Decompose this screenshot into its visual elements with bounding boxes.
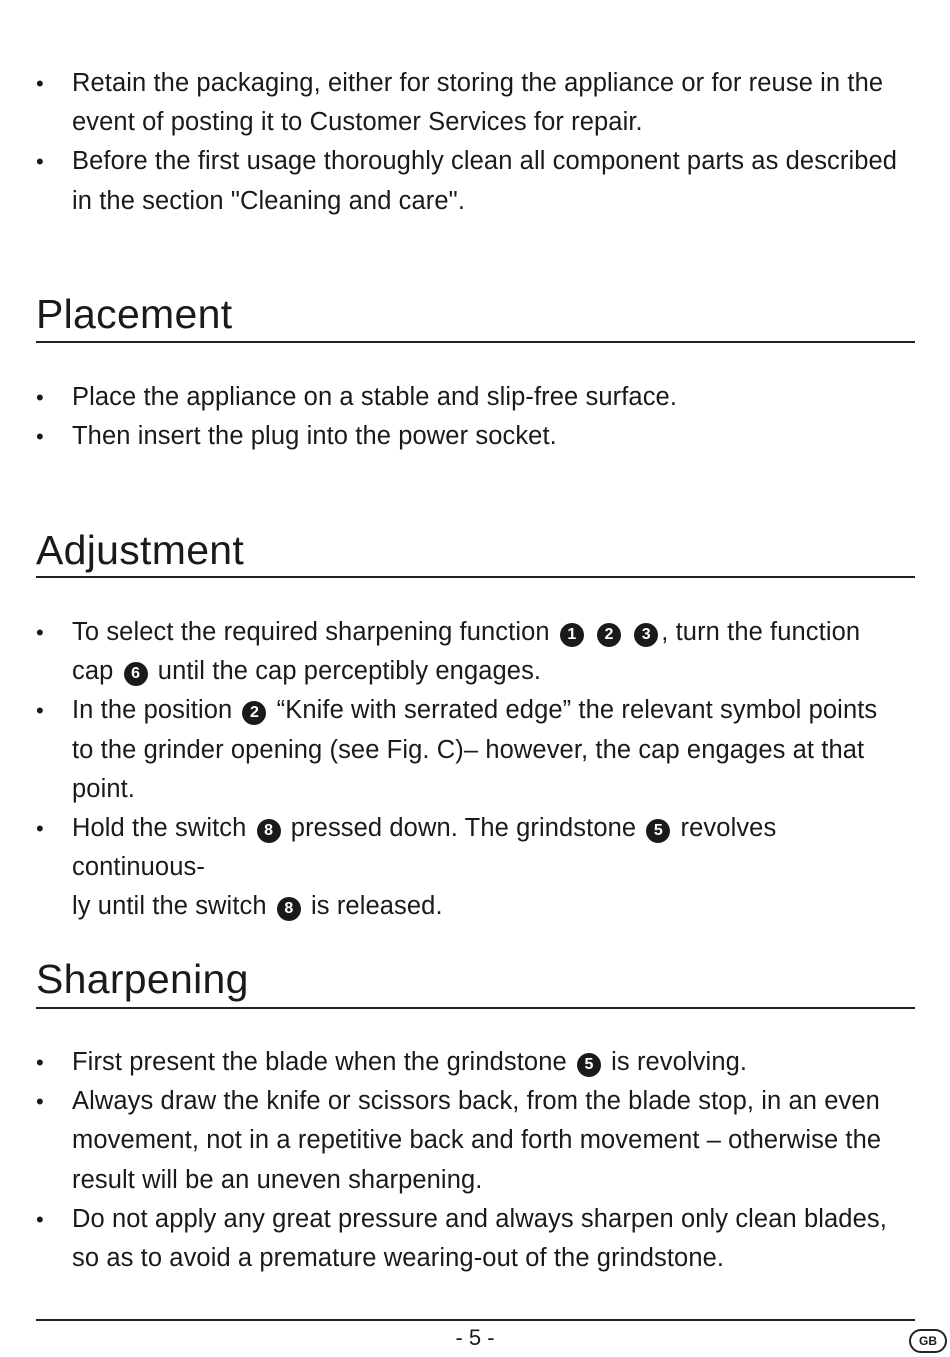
number-badge-icon: 3 — [634, 623, 658, 647]
adjustment-list — [36, 613, 906, 927]
section-title-sharpening: Sharpening — [36, 956, 249, 1002]
section-title-placement: Placement — [36, 291, 233, 337]
bullet-icon: • — [36, 71, 44, 96]
list-item-text: Retain the packaging, either for storing the appliance or for reuse in the event of posting it to Customer Services for repair. — [72, 69, 884, 137]
bullet-icon: • — [36, 1206, 44, 1232]
bullet-icon: • — [36, 698, 44, 724]
list-item — [36, 142, 906, 220]
list-item — [36, 809, 906, 927]
footer-divider — [36, 1319, 915, 1321]
list-item — [36, 64, 906, 142]
number-badge-icon: 5 — [646, 819, 670, 843]
number-badge-icon: 1 — [560, 623, 584, 647]
page-number: - 5 - — [455, 1325, 495, 1350]
list-item-text: Then insert the plug into the power socket. — [72, 422, 557, 451]
list-item-text: In the position 2 “Knife with serrated edge” the relevant symbol points to the grinder opening (see Fig. C)– however, the cap engages at that point. — [72, 696, 878, 803]
bullet-icon: • — [36, 424, 44, 450]
placement-list — [36, 378, 906, 456]
list-item — [36, 1043, 906, 1082]
list-item — [36, 378, 906, 417]
number-badge-icon: 2 — [242, 701, 266, 725]
section-divider — [36, 341, 915, 343]
bullet-icon: • — [36, 620, 44, 645]
section-title-adjustment: Adjustment — [36, 527, 245, 573]
list-item-text: Do not apply any great pressure and always sharpen only clean blades, so as to avoid a premature wearing-out of the grindstone. — [72, 1204, 887, 1273]
number-badge-icon: 5 — [577, 1053, 601, 1077]
list-item-text: Always draw the knife or scissors back, from the blade stop, in an even movement, not in a repetitive back and forth movement – otherwise the result will be an uneven sharpening. — [72, 1087, 882, 1194]
intro-list — [36, 64, 906, 221]
bullet-icon: • — [36, 1050, 44, 1075]
list-item — [36, 417, 906, 456]
list-item — [36, 1200, 906, 1278]
bullet-icon: • — [36, 1089, 44, 1115]
number-badge-icon: 6 — [124, 662, 148, 686]
section-divider — [36, 1007, 915, 1009]
list-item-text: Hold the switch 8 pressed down. The grindstone 5 revolves continuous- ly until the switch 8 is released. — [72, 814, 777, 921]
list-item — [36, 1082, 906, 1200]
language-badge: GB — [909, 1329, 947, 1353]
section-divider — [36, 576, 915, 578]
bullet-icon: • — [36, 816, 44, 842]
list-item-text: Place the appliance on a stable and slip-free surface. — [72, 383, 678, 411]
list-item-text: Before the first usage thoroughly clean all component parts as described in the section "Cleaning and care". — [72, 147, 898, 215]
bullet-icon: • — [36, 149, 44, 175]
sharpening-list — [36, 1043, 906, 1278]
number-badge-icon: 2 — [597, 623, 621, 647]
number-badge-icon: 8 — [277, 897, 301, 921]
number-badge-icon: 8 — [257, 819, 281, 843]
list-item-text: To select the required sharpening function 1 2 3 , turn the function cap 6 until the cap perceptibly engages. — [72, 618, 861, 686]
list-item-text: First present the blade when the grindstone 5 is revolving. — [72, 1048, 748, 1076]
bullet-icon: • — [36, 385, 44, 410]
list-item — [36, 691, 906, 809]
list-item — [36, 613, 906, 691]
